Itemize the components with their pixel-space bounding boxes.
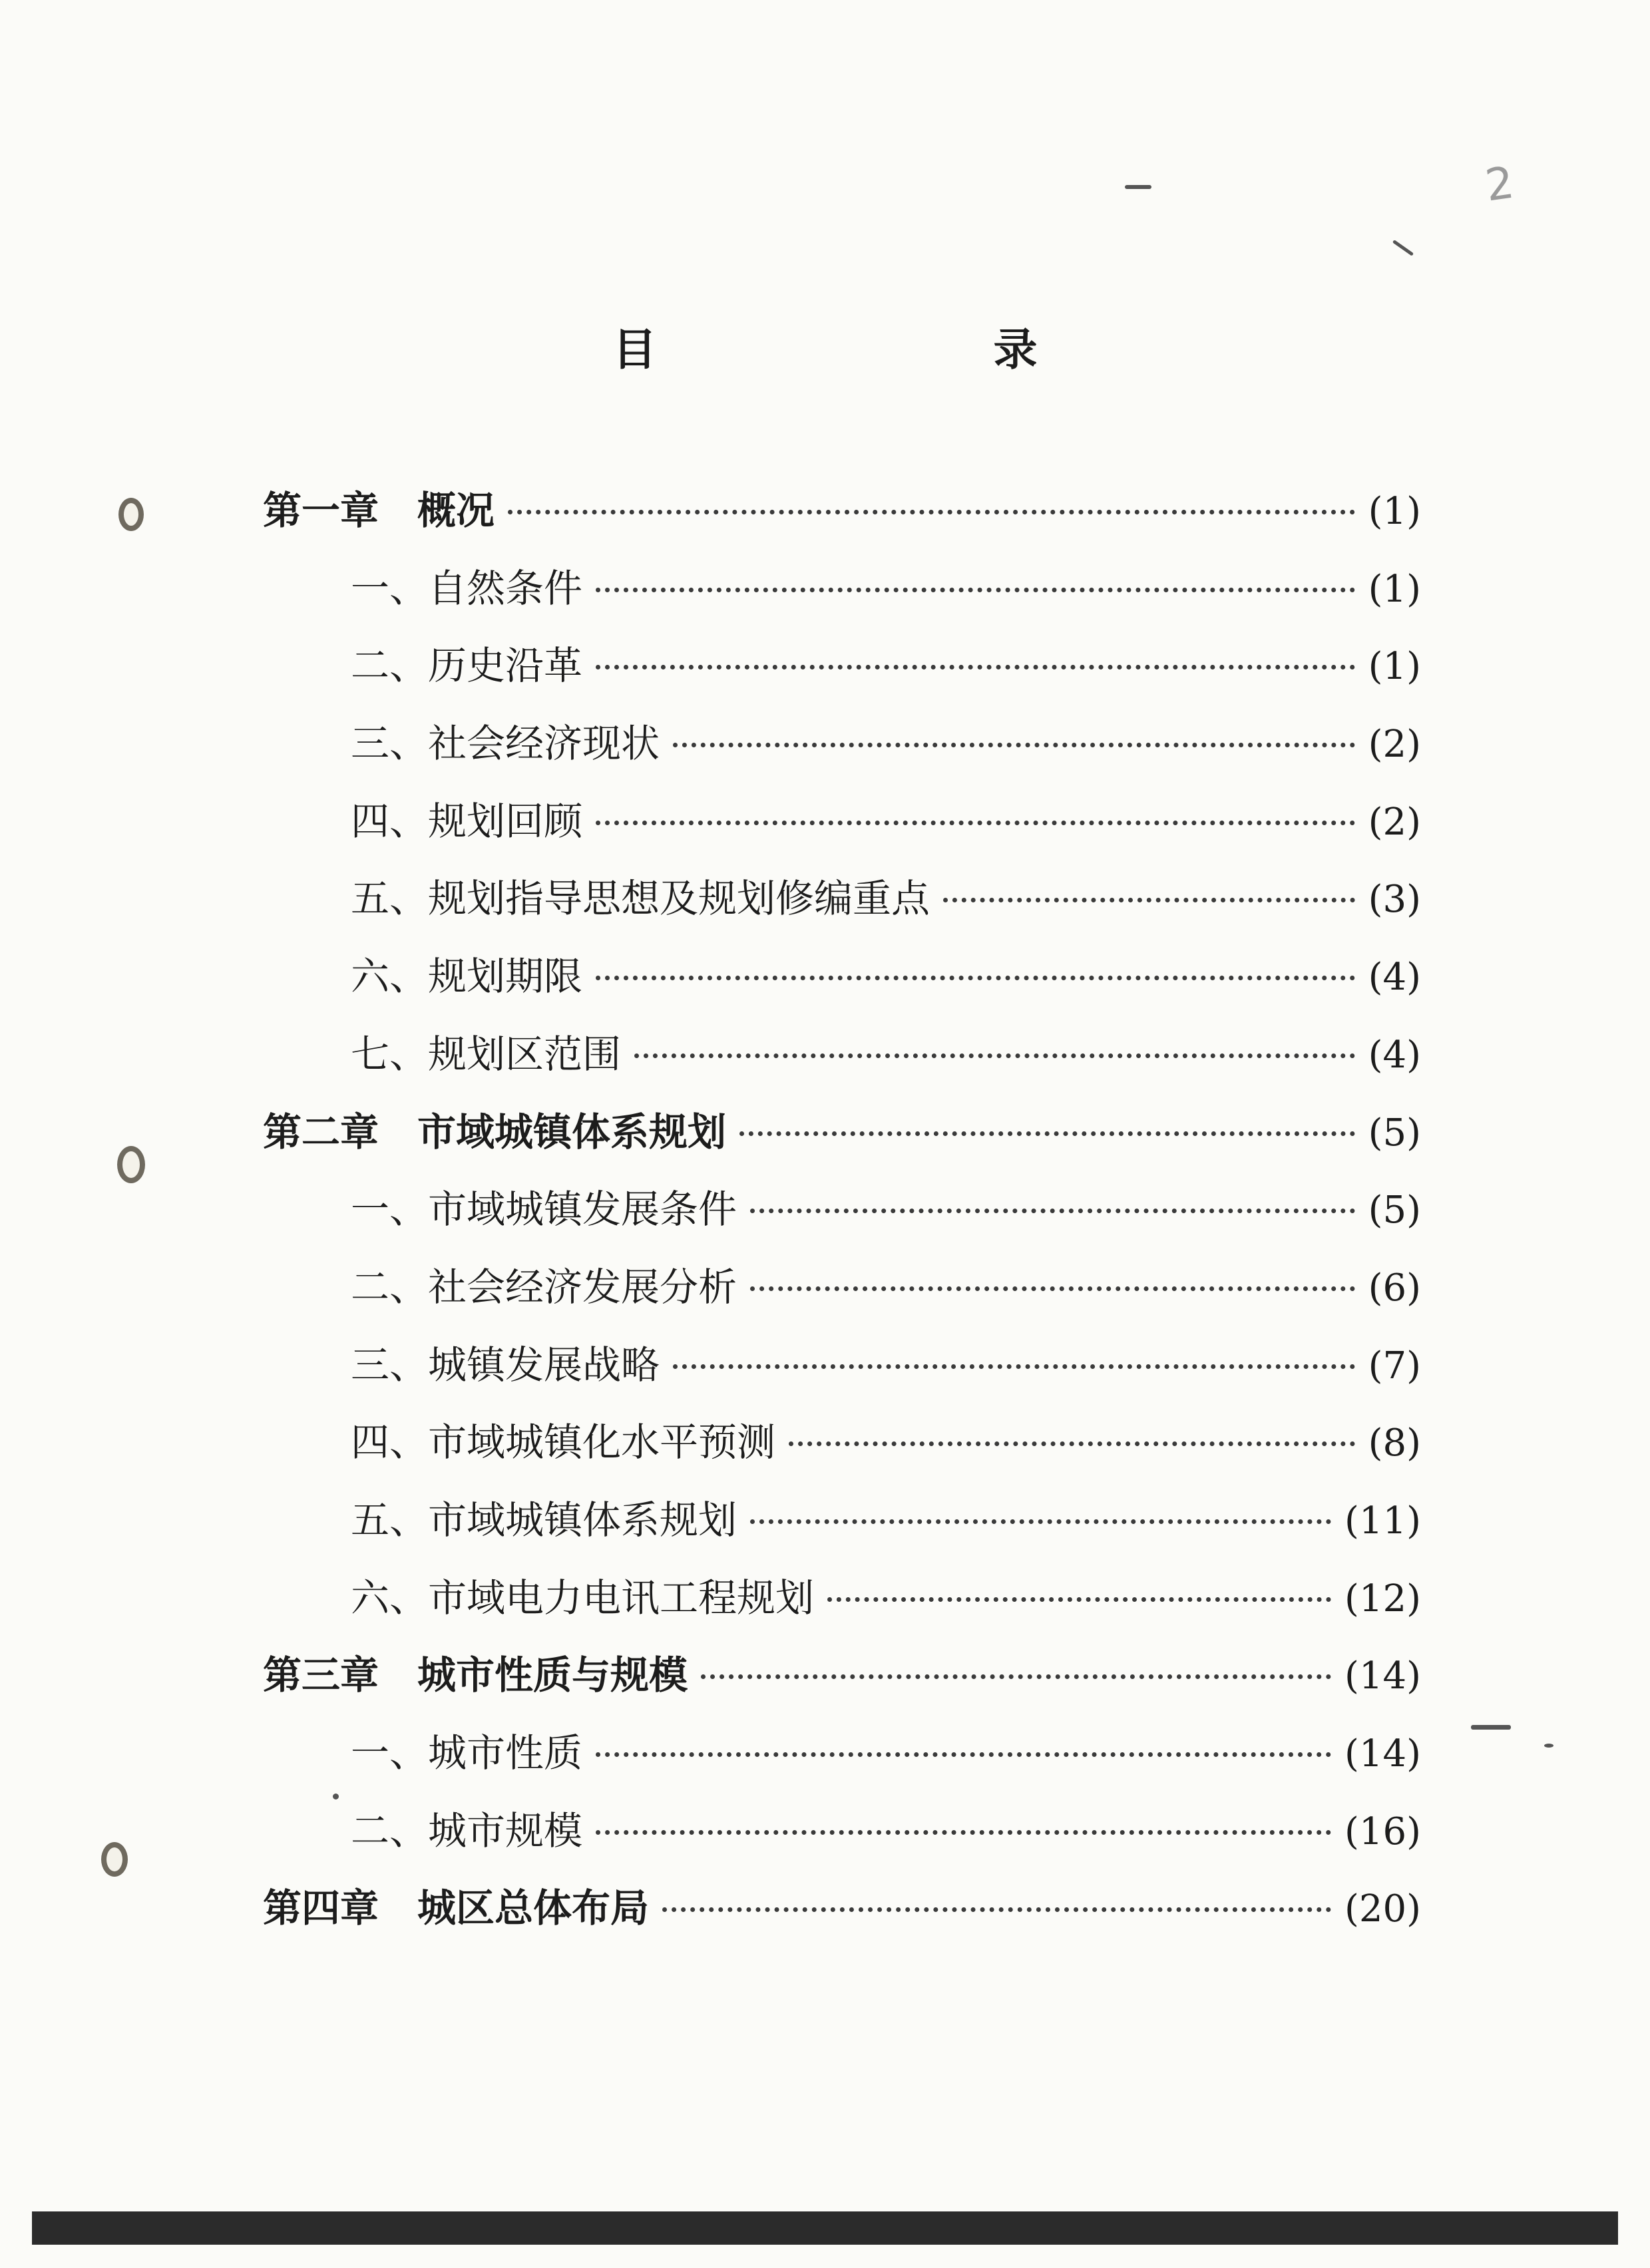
toc-entry-page: (1) [1368,490,1421,533]
toc-entry-page: (5) [1368,1111,1421,1155]
toc-entry-label: 一、市域城镇发展条件 [351,1187,737,1232]
toc-entry-label: 二、历史沿革 [351,643,583,689]
scan-footer-bar [32,2211,1618,2245]
toc-entry [263,1334,1421,1412]
dot-leader [596,821,1355,825]
toc-entry [263,790,1421,868]
toc-entry-label: 七、规划区范围 [351,1031,622,1077]
dot-leader [701,1674,1331,1679]
toc-entry-page: (5) [1368,1189,1421,1232]
dot-leader [596,976,1355,980]
dot-leader [673,743,1355,747]
toc-entry-label: 第二章 市域城镇体系规划 [263,1109,727,1155]
toc-entry-label: 三、城镇发展战略 [351,1342,660,1388]
toc-entry-page: (7) [1368,1344,1421,1388]
dot-leader [673,1364,1355,1369]
toc-entry-page: (1) [1368,567,1421,611]
toc-entry [263,945,1421,1023]
dot-leader [750,1209,1355,1213]
toc-entry [263,634,1421,712]
toc-entry-page: (11) [1344,1499,1421,1543]
scan-speck [1471,1725,1511,1730]
dot-leader [750,1286,1355,1291]
toc-entry-label: 一、城市性质 [351,1730,583,1776]
toc-entry [263,1877,1421,1955]
dot-leader [750,1519,1331,1524]
toc-entry-page: (20) [1344,1887,1421,1931]
toc-entry-label: 四、规划回顾 [351,798,583,844]
toc-entry [263,1799,1421,1877]
dot-leader [508,510,1355,514]
toc-entry [263,1411,1421,1489]
toc-entry-page: (14) [1344,1654,1421,1698]
toc-entry-page: (4) [1368,956,1421,1000]
toc-entry-label: 第四章 城区总体布局 [263,1885,650,1931]
dot-leader [789,1441,1355,1446]
toc-entry [263,1256,1421,1334]
toc-entry-page: (3) [1368,878,1421,922]
toc-entry [263,1023,1421,1101]
toc-entry-page: (8) [1368,1421,1421,1465]
toc-entry-label: 第一章 概况 [263,488,495,533]
toc-entry-label: 五、规划指导思想及规划修编重点 [351,876,930,922]
dot-leader [596,588,1355,592]
toc-entry-label: 第三章 城市性质与规模 [263,1652,688,1698]
toc-entry-label: 三、社会经济现状 [351,721,660,767]
toc-list [263,479,1421,1955]
toc-entry [263,1722,1421,1799]
toc-entry-page: (16) [1344,1809,1421,1853]
punch-hole-middle [117,1146,145,1183]
dot-leader [596,1752,1331,1757]
dot-leader [943,898,1355,902]
toc-entry-label: 六、市域电力电讯工程规划 [351,1575,815,1620]
toc-entry-page: (2) [1368,800,1421,844]
toc-entry [263,1178,1421,1256]
toc-entry [263,712,1421,790]
scan-speck [1392,240,1414,256]
toc-title: 目 录 [612,324,1184,376]
toc-entry-page: (6) [1368,1266,1421,1310]
toc-entry-label: 二、社会经济发展分析 [351,1264,737,1310]
toc-entry-label: 六、规划期限 [351,954,583,1000]
toc-entry [263,1567,1421,1644]
dot-leader [596,665,1355,669]
scan-speck [1544,1744,1553,1748]
toc-entry-label: 五、市域城镇体系规划 [351,1497,737,1543]
dot-leader [662,1907,1331,1912]
handwritten-page-number: 2 [1482,156,1518,212]
toc-entry-page: (12) [1344,1577,1421,1620]
dot-leader [739,1131,1355,1136]
dot-leader [596,1830,1331,1835]
toc-entry-page: (1) [1368,645,1421,689]
toc-entry [263,1644,1421,1722]
toc-entry [263,557,1421,635]
punch-hole-top [118,498,144,531]
dot-leader [827,1597,1331,1602]
punch-hole-bottom [101,1842,128,1877]
scan-speck [1125,185,1151,189]
toc-entry [263,479,1421,557]
toc-entry-label: 四、市域城镇化水平预测 [351,1419,776,1465]
toc-entry-page: (4) [1368,1033,1421,1077]
toc-entry [263,867,1421,945]
toc-entry [263,1101,1421,1179]
toc-entry-label: 一、自然条件 [351,565,583,611]
toc-entry-label: 二、城市规模 [351,1807,583,1853]
toc-entry-page: (2) [1368,723,1421,767]
dot-leader [634,1053,1355,1058]
toc-entry [263,1489,1421,1567]
toc-entry-page: (14) [1344,1732,1421,1776]
